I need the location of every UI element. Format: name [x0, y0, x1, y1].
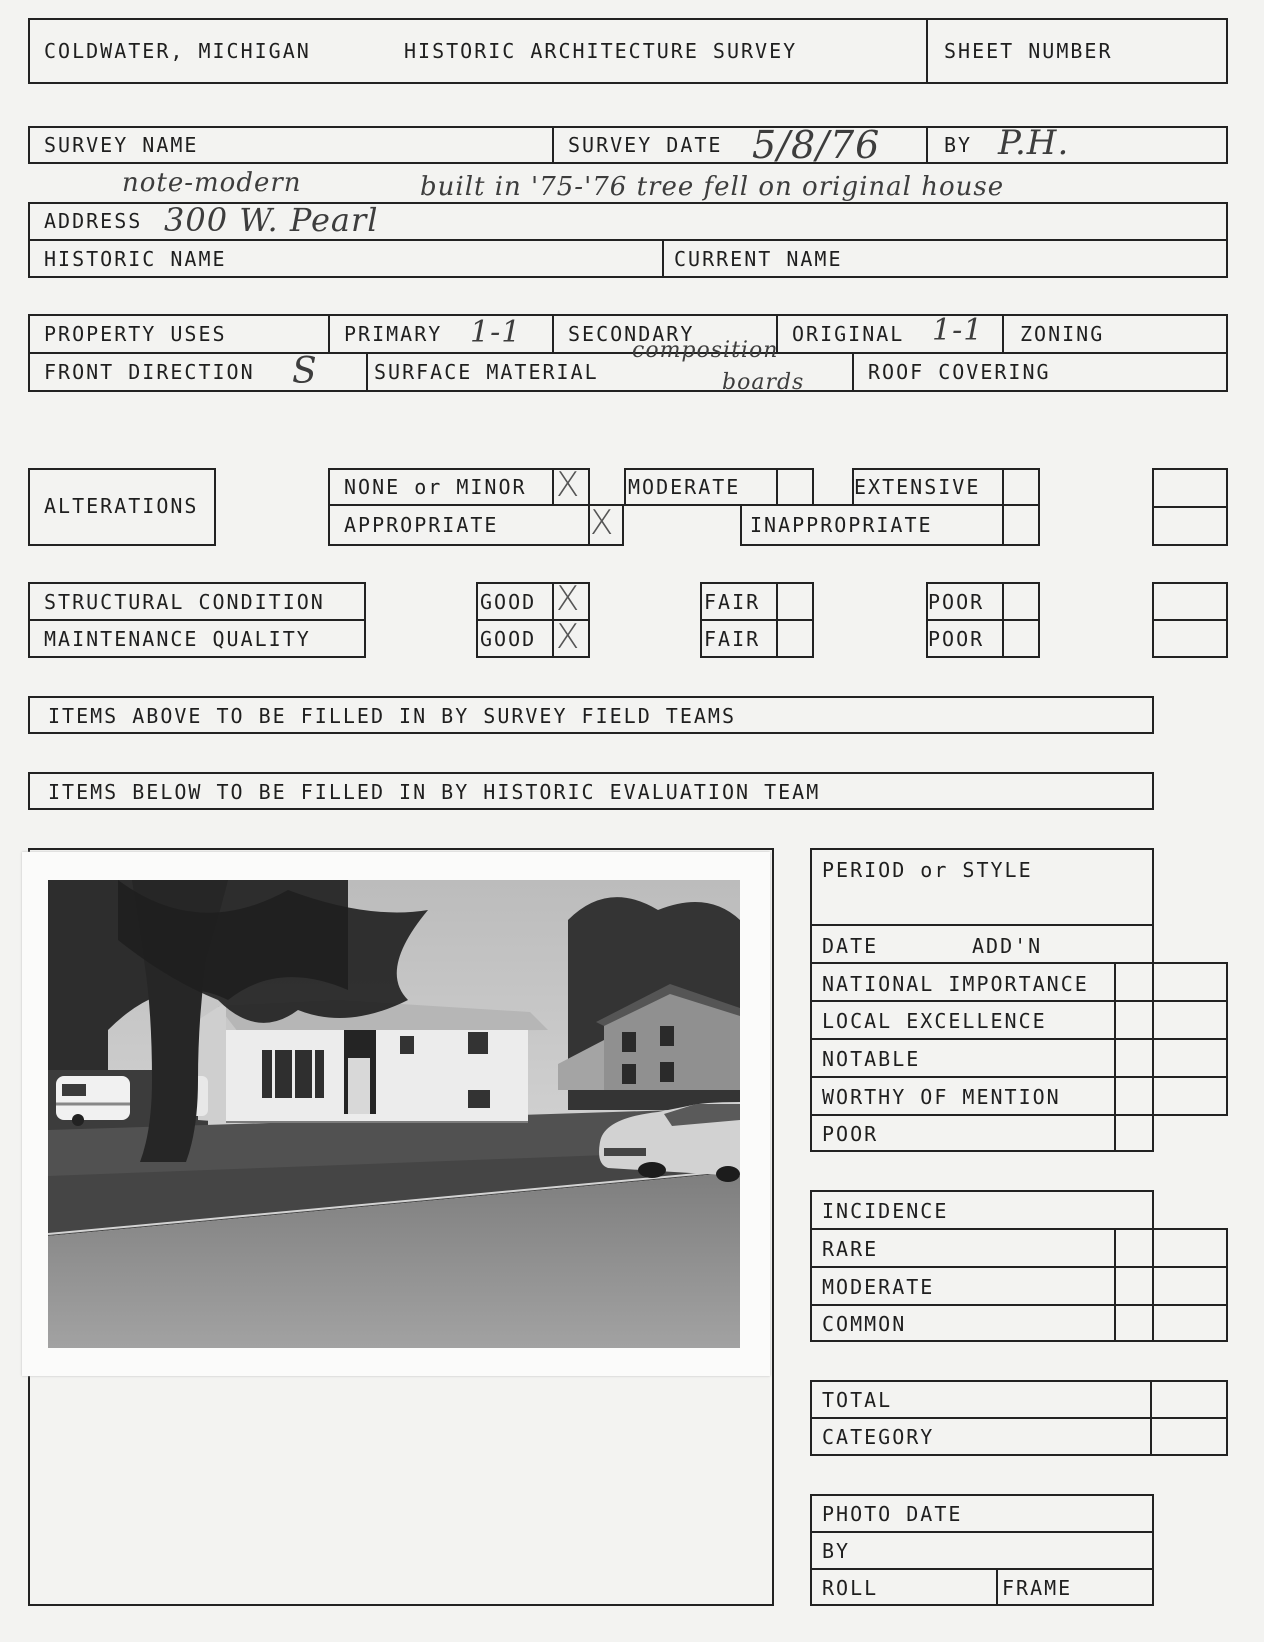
category-label: CATEGORY — [822, 1425, 935, 1449]
poor-divider — [926, 619, 1040, 621]
fair-label-maintenance: FAIR — [704, 627, 761, 651]
local-excellence-label: LOCAL EXCELLENCE — [822, 1009, 1047, 1033]
primary-value: 1-1 — [470, 315, 522, 350]
by-value: P.H. — [998, 123, 1070, 163]
names-divider — [662, 239, 664, 278]
moderate-check-divider — [776, 468, 778, 506]
sheet-number-label: SHEET NUMBER — [944, 39, 1113, 63]
incidence-score-divider — [1114, 1228, 1116, 1342]
eval-divider-5 — [810, 1076, 1228, 1078]
alterations-score-divider — [1152, 506, 1228, 508]
notable-label: NOTABLE — [822, 1047, 921, 1071]
good-label-structural: GOOD — [480, 590, 537, 614]
pv1 — [328, 314, 330, 352]
poor-label-maintenance: POOR — [928, 627, 985, 651]
condition-score-divider — [1152, 619, 1228, 621]
note-left: note-modern — [122, 168, 302, 198]
total-label: TOTAL — [822, 1388, 893, 1412]
banner-above-text: ITEMS ABOVE TO BE FILLED IN BY SURVEY FIELD TEAMS — [48, 704, 737, 728]
banner-below-text: ITEMS BELOW TO BE FILLED IN BY HISTORIC EVALUATION TEAM — [48, 780, 821, 804]
roll-frame-divider — [996, 1568, 998, 1606]
eval-poor-label: POOR — [822, 1122, 879, 1146]
house-photo — [22, 852, 770, 1376]
common-label: COMMON — [822, 1312, 907, 1336]
none-minor-check: X — [556, 465, 580, 505]
eval-score-divider — [1114, 962, 1116, 1152]
good-label-maintenance: GOOD — [480, 627, 537, 651]
house-photo-image — [48, 880, 740, 1348]
pv5 — [366, 352, 368, 392]
incidence-divider-2 — [810, 1266, 1228, 1268]
eval-divider-4 — [810, 1038, 1228, 1040]
totals-score-divider — [1150, 1380, 1152, 1456]
totals-divider — [810, 1417, 1228, 1419]
survey-name-label: SURVEY NAME — [44, 133, 199, 157]
photo-info-divider-2 — [810, 1568, 1154, 1570]
original-value: 1-1 — [932, 313, 984, 348]
address-divider — [28, 239, 1228, 241]
primary-label: PRIMARY — [344, 322, 443, 346]
incidence-score-right-edge — [1226, 1228, 1228, 1342]
survey-divider-2 — [926, 126, 928, 164]
addn-label: ADD'N — [972, 934, 1043, 958]
address-value: 300 W. Pearl — [164, 201, 379, 239]
form-title: HISTORIC ARCHITECTURE SURVEY — [404, 39, 798, 63]
fair-divider — [700, 619, 814, 621]
none-minor-label: NONE or MINOR — [344, 475, 527, 499]
roll-label: ROLL — [822, 1576, 879, 1600]
worthy-of-mention-label: WORTHY OF MENTION — [822, 1085, 1061, 1109]
property-divider — [28, 352, 1228, 354]
inappropriate-check-divider — [1002, 504, 1004, 546]
survey-divider-1 — [552, 126, 554, 164]
surface-material-value-2: boards — [722, 370, 805, 395]
survey-date-value: 5/8/76 — [752, 123, 881, 167]
roof-covering-label: ROOF COVERING — [868, 360, 1051, 384]
pv2 — [552, 314, 554, 352]
address-label: ADDRESS — [44, 209, 143, 233]
zoning-label: ZONING — [1020, 322, 1105, 346]
front-direction-value: S — [292, 351, 318, 392]
front-direction-label: FRONT DIRECTION — [44, 360, 255, 384]
survey-date-label: SURVEY DATE — [568, 133, 723, 157]
good-check-divider — [552, 582, 554, 658]
national-importance-label: NATIONAL IMPORTANCE — [822, 972, 1089, 996]
fair-label-structural: FAIR — [704, 590, 761, 614]
incidence-divider-3 — [810, 1304, 1228, 1306]
current-name-label: CURRENT NAME — [674, 247, 843, 271]
rare-label: RARE — [822, 1237, 879, 1261]
extensive-check-divider — [1002, 468, 1004, 506]
condition-label-divider — [28, 619, 366, 621]
maintenance-quality-label: MAINTENANCE QUALITY — [44, 627, 311, 651]
poor-label-structural: POOR — [928, 590, 985, 614]
inappropriate-label: INAPPROPRIATE — [750, 513, 933, 537]
original-label: ORIGINAL — [792, 322, 905, 346]
note-right: built in '75-'76 tree fell on original house — [420, 172, 1005, 202]
eval-divider-1 — [810, 924, 1154, 926]
eval-divider-3 — [810, 1000, 1228, 1002]
alterations-label: ALTERATIONS — [44, 494, 199, 518]
surface-material-label: SURFACE MATERIAL — [374, 360, 599, 384]
moderate-label: MODERATE — [628, 475, 741, 499]
surface-material-value-1: composition — [632, 338, 779, 363]
incidence-divider-1 — [810, 1228, 1228, 1230]
header-divider — [926, 18, 928, 84]
photo-by-label: BY — [822, 1539, 851, 1563]
photo-date-label: PHOTO DATE — [822, 1502, 963, 1526]
incidence-divider-4 — [1114, 1340, 1228, 1342]
property-uses-label: PROPERTY USES — [44, 322, 227, 346]
frame-label: FRAME — [1002, 1576, 1073, 1600]
by-label: BY — [944, 133, 973, 157]
secondary-label: SECONDARY — [568, 322, 695, 346]
structural-condition-label: STRUCTURAL CONDITION — [44, 590, 325, 614]
eval-divider-2 — [810, 962, 1228, 964]
appropriate-check: X — [590, 503, 614, 543]
eval-divider-6 — [810, 1114, 1228, 1116]
none-minor-check-divider — [552, 468, 554, 506]
photo-info-divider-1 — [810, 1531, 1154, 1533]
appropriate-label: APPROPRIATE — [344, 513, 499, 537]
extensive-label: EXTENSIVE — [854, 475, 981, 499]
date-label: DATE — [822, 934, 879, 958]
city-label: COLDWATER, MICHIGAN — [44, 39, 311, 63]
pv6 — [852, 352, 854, 392]
incidence-label: INCIDENCE — [822, 1199, 949, 1223]
poor-check-divider — [1002, 582, 1004, 658]
eval-score-right-edge — [1226, 962, 1228, 1114]
historic-name-label: HISTORIC NAME — [44, 247, 227, 271]
period-style-label: PERIOD or STYLE — [822, 858, 1033, 882]
fair-check-divider — [776, 582, 778, 658]
good-structural-check: X — [556, 579, 580, 619]
pv4 — [1002, 314, 1004, 352]
good-maintenance-check: X — [556, 617, 580, 657]
incidence-moderate-label: MODERATE — [822, 1275, 935, 1299]
